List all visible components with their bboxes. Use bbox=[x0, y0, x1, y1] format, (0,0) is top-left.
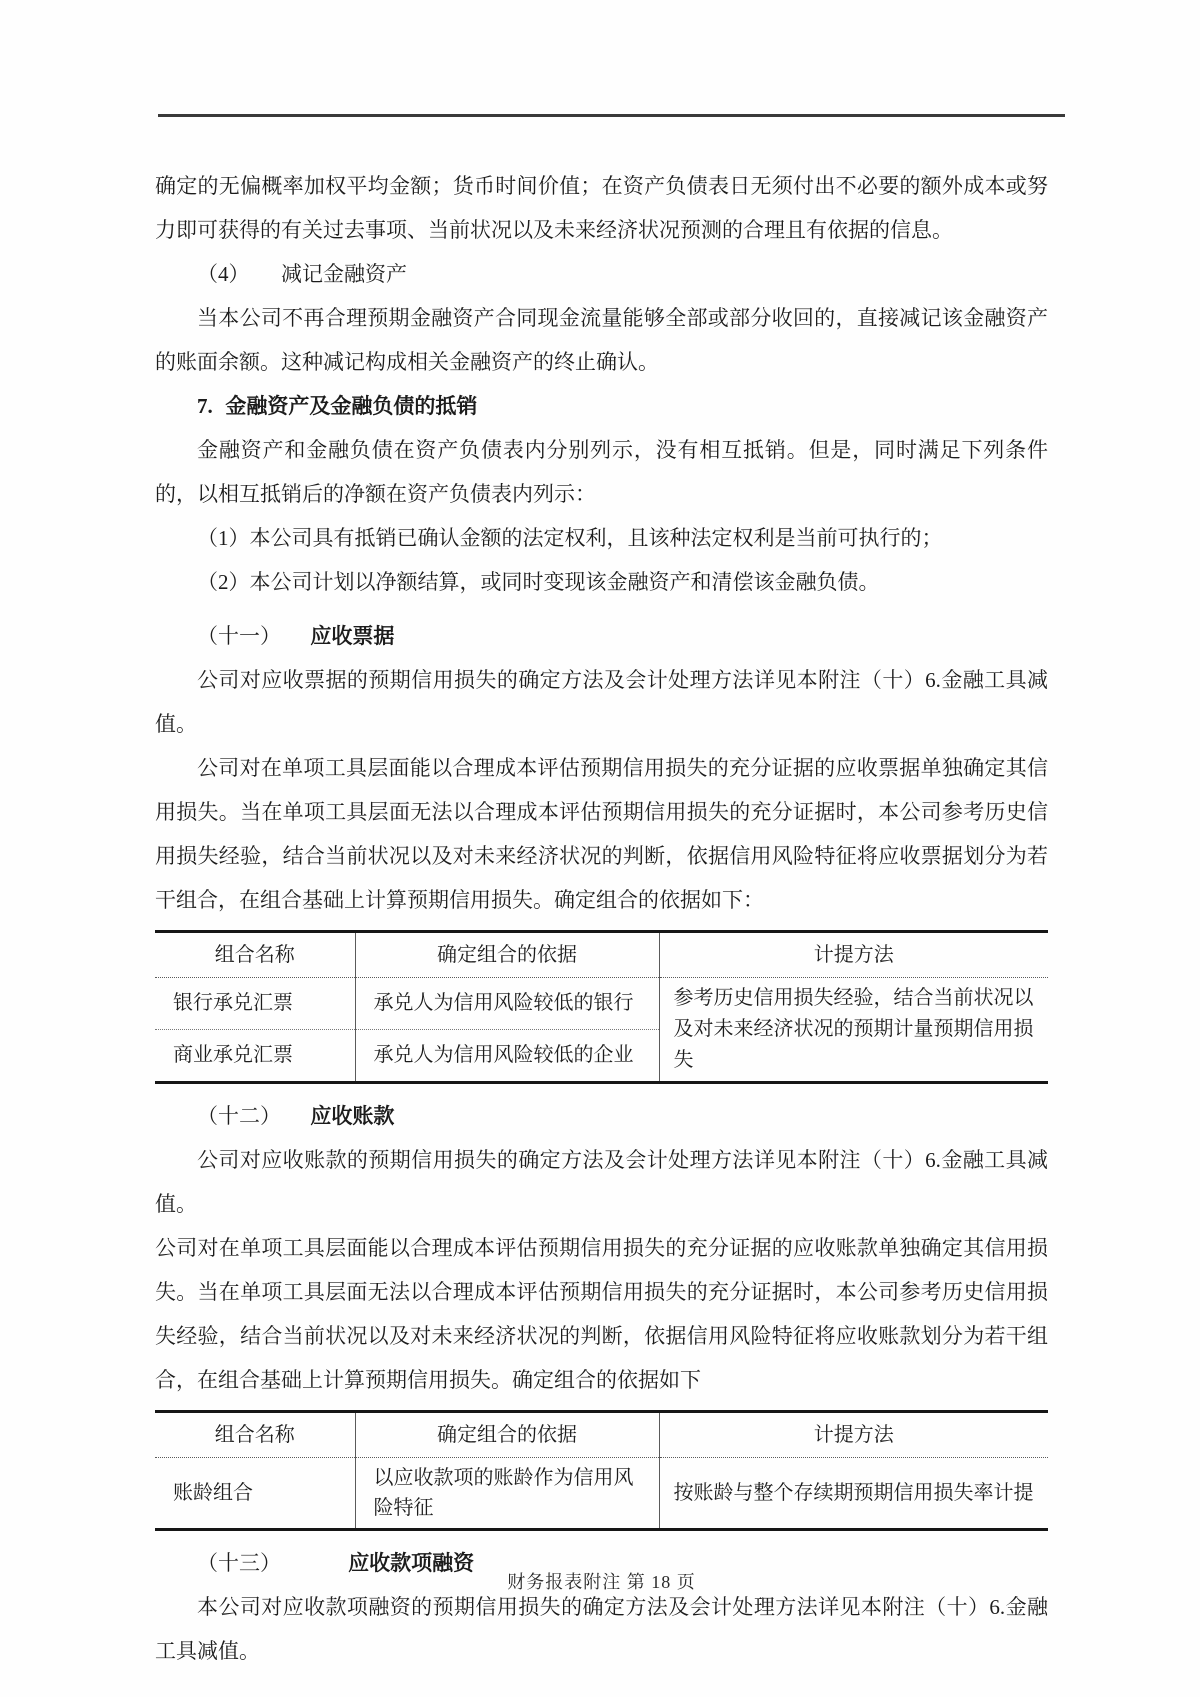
section-11-paragraph-2: 公司对在单项工具层面能以合理成本评估预期信用损失的充分证据的应收票据单独确定其信用损失。当在单项工具层面无法以合理成本评估预期信用损失的充分证据时，本公司参考历史信用损失经验，结合当前状况以及对未来经济状况的判断，依据信用风险特征将应收票据划分为若干组合，在组合基础上计算预期信用损失。确定组合的依据如下： bbox=[155, 756, 1048, 912]
heading-offset-of-financial-assets bbox=[155, 384, 1048, 428]
column-header-combination-name: 组合名称 bbox=[155, 932, 355, 978]
paragraph-condition-2: （2）本公司计划以净额结算，或同时变现该金融资产和清偿该金融负债。 bbox=[197, 570, 880, 594]
item-4-label: （4） bbox=[197, 262, 250, 286]
column-header-combination-basis: 确定组合的依据 bbox=[355, 932, 659, 978]
table-row bbox=[155, 1458, 1048, 1530]
cell-combination-name: 商业承兑汇票 bbox=[155, 1029, 355, 1082]
paragraph-offset: 金融资产和金融负债在资产负债表内分别列示，没有相互抵销。但是，同时满足下列条件的，以相互抵销后的净额在资产负债表内列示： bbox=[155, 438, 1048, 506]
heading-number: 7. bbox=[197, 394, 213, 418]
section-13-label: （十三） bbox=[197, 1551, 281, 1575]
table-header-row bbox=[155, 1412, 1048, 1458]
section-12-paragraph-2: 公司对在单项工具层面能以合理成本评估预期信用损失的充分证据的应收账款单独确定其信用损失。当在单项工具层面无法以合理成本评估预期信用损失的充分证据时，本公司参考历史信用损失经验，结合当前状况以及对未来经济状况的判断，依据信用风险特征将应收账款划分为若干组合，在组合基础上计算预期信用损失。确定组合的依据如下 bbox=[155, 1236, 1048, 1392]
item-4-heading bbox=[155, 252, 1048, 296]
paragraph-carryover: 确定的无偏概率加权平均金额；货币时间价值；在资产负债表日无须付出不必要的额外成本或努力即可获得的有关过去事项、当前状况以及未来经济状况预测的合理且有依据的信息。 bbox=[155, 174, 1048, 242]
document-body bbox=[155, 164, 1048, 1673]
table-row bbox=[155, 978, 1048, 1030]
paragraph-write-off: 当本公司不再合理预期金融资产合同现金流量能够全部或部分收回的，直接减记该金融资产的账面余额。这种减记构成相关金融资产的终止确认。 bbox=[155, 306, 1048, 374]
section-12-title: 应收账款 bbox=[310, 1104, 395, 1128]
section-12-label: （十二） bbox=[197, 1104, 281, 1128]
cell-combination-basis: 承兑人为信用风险较低的银行 bbox=[355, 978, 659, 1030]
accounts-receivable-combination-table bbox=[155, 1410, 1048, 1531]
column-header-provision-method: 计提方法 bbox=[659, 1412, 1048, 1458]
cell-provision-method-merged: 参考历史信用损失经验，结合当前状况以及对未来经济状况的预期计量预期信用损失 bbox=[659, 978, 1048, 1083]
section-11-title: 应收票据 bbox=[310, 624, 395, 648]
heading-title: 金融资产及金融负债的抵销 bbox=[225, 394, 478, 418]
page-footer: 财务报表附注 第 18 页 bbox=[507, 1572, 696, 1592]
cell-provision-method: 按账龄与整个存续期预期信用损失率计提 bbox=[659, 1458, 1048, 1530]
cell-combination-basis: 以应收款项的账龄作为信用风险特征 bbox=[355, 1458, 659, 1530]
section-13-paragraph-1: 本公司对应收款项融资的预期信用损失的确定方法及会计处理方法详见本附注（十）6.金融工具减值。 bbox=[155, 1595, 1048, 1663]
column-header-provision-method: 计提方法 bbox=[659, 932, 1048, 978]
section-12-heading bbox=[155, 1094, 1048, 1138]
header-rule bbox=[158, 114, 1065, 117]
section-11-paragraph-1: 公司对应收票据的预期信用损失的确定方法及会计处理方法详见本附注（十）6.金融工具减值。 bbox=[155, 668, 1048, 736]
section-11-label: （十一） bbox=[197, 624, 281, 648]
section-13-title: 应收款项融资 bbox=[348, 1551, 475, 1575]
cell-combination-basis: 承兑人为信用风险较低的企业 bbox=[355, 1029, 659, 1082]
cell-combination-name: 银行承兑汇票 bbox=[173, 992, 293, 1015]
column-header-combination-name: 组合名称 bbox=[155, 1412, 355, 1458]
notes-receivable-combination-table bbox=[155, 930, 1048, 1084]
cell-combination-name: 账龄组合 bbox=[173, 1482, 253, 1504]
item-4-title: 减记金融资产 bbox=[281, 262, 407, 286]
paragraph-condition-1: （1）本公司具有抵销已确认金额的法定权利，且该种法定权利是当前可执行的； bbox=[197, 526, 943, 550]
section-12-paragraph-1: 公司对应收账款的预期信用损失的确定方法及会计处理方法详见本附注（十）6.金融工具减值。 bbox=[155, 1148, 1048, 1216]
table-header-row bbox=[155, 932, 1048, 978]
column-header-combination-basis: 确定组合的依据 bbox=[355, 1412, 659, 1458]
section-11-heading bbox=[155, 614, 1048, 658]
